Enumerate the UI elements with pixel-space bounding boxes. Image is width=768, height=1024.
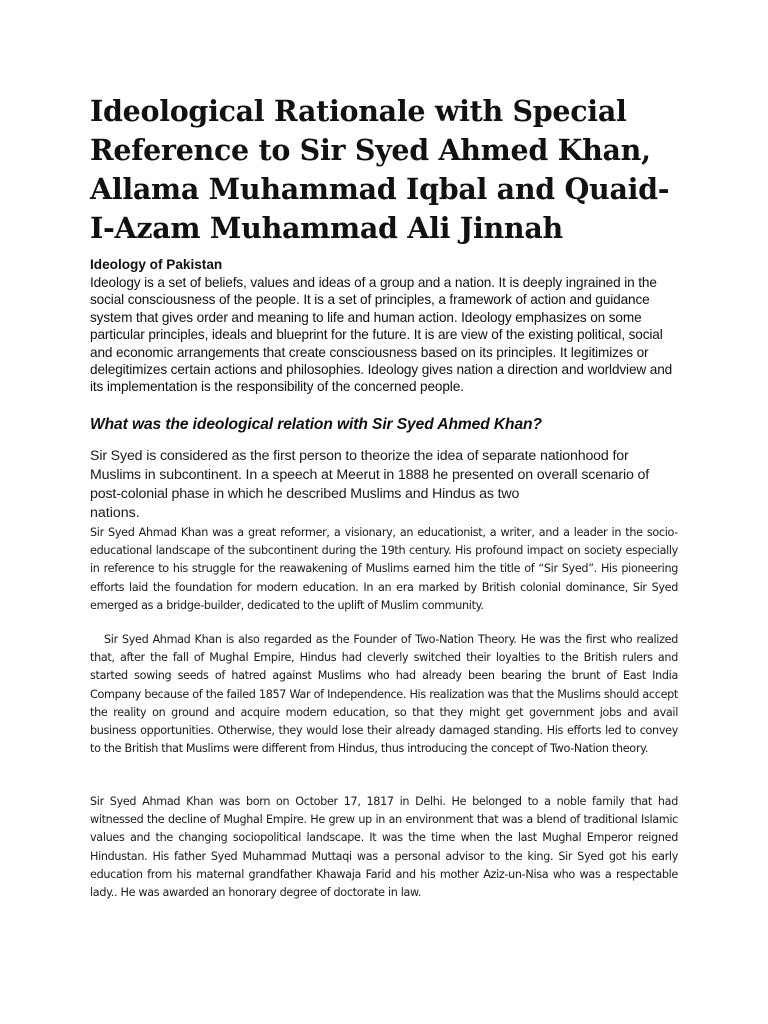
intro-paragraph: Ideology is a set of beliefs, values and ideas of a group and a nation. It is deeply ingrained in the social consciousness of the people. It is a set of principles, a framework of action and guidance system that gives order and meaning to life and human action. Ideology emphasizes on some particular principles, ideals and blueprint for the future. It is are view of the existing political, social and economic arrangements that create consciousness based on its principles. It legitimizes or delegitimizes certain actions and philosophies. Ideology gives nation a direction and worldview and its implementation is the responsibility of the concerned people. — [90, 275, 673, 395]
body-paragraph: Sir Syed Ahmad Khan is also regarded as the Founder of Two-Nation Theory. He was the first who realized that, after the fall of Mughal Empire, Hindus had cleverly switched their loyalties to the British rulers and started sowing seeds of hatred against Muslims who had already been bearing the brunt of East India Company because of the failed 1857 War of Independence. His realization was that the Muslims should accept the reality on ground and acquire modern education, so that they might get government jobs and avail business opportunities. Otherwise, they would lose their already damaged standing. His efforts led to convey to the British that Muslims were different from Hindus, thus introducing the concept of Two-Nation theory. — [90, 633, 678, 756]
lead-paragraph: Sir Syed is considered as the first person to theorize the idea of separate nationhood for Muslims in subcontinent. In a speech at Meerut in 1888 he presented on overall scenario of post-colonial phase in which he described Muslims and Hindus as two — [90, 448, 650, 502]
question-heading: What was the ideological relation with Sir Syed Ahmed Khan? — [90, 416, 542, 433]
body-paragraph: Sir Syed Ahmad Khan was a great reformer, a visionary, an educationist, a writer, and a leader in the socio-educational landscape of the subcontinent during the 19th century. His profound impact on society especially in reference to his struggle for the reawakening of Muslims earned him the title of “Sir Syed”. His pioneering efforts laid the foundation for modern education. In an era marked by British colonial dominance, Sir Syed emerged as a bridge-builder, dedicated to the uplift of Muslim community. — [90, 526, 678, 612]
document-title: Ideological Rationale with Special Reference to Sir Syed Ahmed Khan, Allama Muhammad Iqbal and Quaid-I-Azam Muhammad Ali Jinnah — [90, 94, 670, 245]
lead-paragraph-tail: nations. — [90, 505, 140, 521]
section-heading: Ideology of Pakistan — [90, 257, 223, 272]
body-paragraph: Sir Syed Ahmad Khan was born on October 17, 1817 in Delhi. He belonged to a noble family that had witnessed the decline of Mughal Empire. He grew up in an environment that was a blend of traditional Islamic values and the changing sociopolitical landscape. It was the time when the last Mughal Emperor reigned Hindustan. His father Syed Muhammad Muttaqi was a personal advisor to the king. Sir Syed got his early education from his maternal grandfather Khawaja Farid and his mother Aziz-un-Nisa who was a respectable lady.. He was awarded an honorary degree of doctorate in law. — [90, 795, 678, 900]
